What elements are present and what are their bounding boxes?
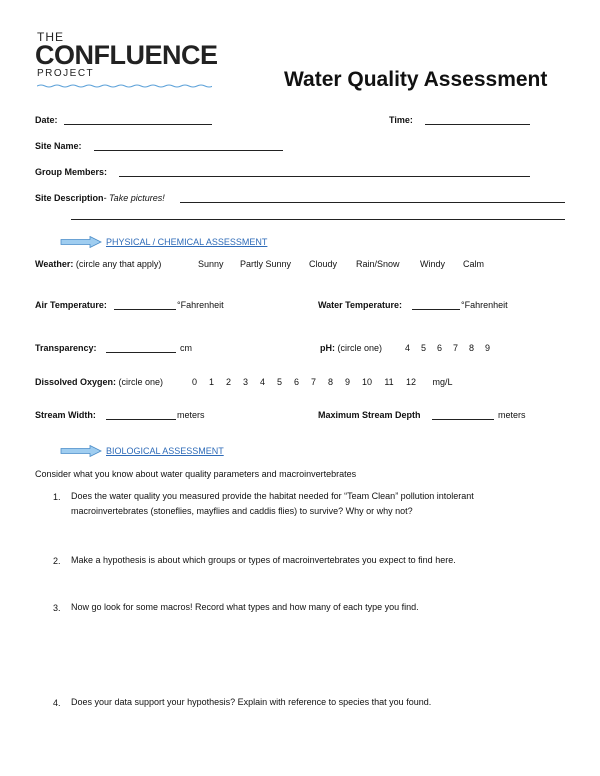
site-name-label: Site Name: [35, 141, 82, 151]
oxygen-option[interactable]: 6 [293, 377, 299, 387]
question-number: 3. [53, 603, 61, 613]
max-depth-field[interactable] [432, 419, 494, 420]
question-text: Make a hypothesis is about which groups or types of macroinvertebrates you expect to find here. [71, 555, 456, 565]
ph-note: (circle one) [337, 343, 383, 353]
time-label: Time: [389, 115, 413, 125]
ph-option[interactable]: 6 [437, 343, 443, 353]
transparency-label: Transparency: [35, 343, 97, 353]
oxygen-option[interactable]: 5 [276, 377, 282, 387]
question-text: Does your data support your hypothesis? Explain with reference to species that you found. [71, 697, 432, 707]
oxygen-option[interactable]: 12 [405, 377, 416, 387]
oxygen-option[interactable]: 10 [361, 377, 372, 387]
air-temp-field[interactable] [114, 309, 176, 310]
oxygen-option[interactable]: 7 [310, 377, 316, 387]
ph-label: pH: [320, 343, 335, 353]
question-number: 2. [53, 556, 61, 566]
oxygen-options [186, 377, 453, 387]
oxygen-option[interactable]: 1 [208, 377, 214, 387]
weather-option-partly-sunny[interactable]: Partly Sunny [240, 259, 292, 269]
ph-row [320, 343, 382, 353]
oxygen-note: (circle one) [118, 377, 164, 387]
weather-option-sunny[interactable]: Sunny [198, 259, 224, 269]
oxygen-option[interactable]: 4 [259, 377, 265, 387]
site-name-field[interactable] [94, 150, 283, 151]
max-depth-label: Maximum Stream Depth [318, 410, 421, 420]
logo-the-text: THE [37, 30, 64, 44]
stream-width-field[interactable] [106, 419, 176, 420]
water-temp-field[interactable] [412, 309, 460, 310]
weather-note: (circle any that apply) [75, 259, 162, 269]
ph-option[interactable]: 5 [421, 343, 427, 353]
question-text: Does the water quality you measured provide the habitat needed for “Team Clean” pollution intolerant macroinvertebrates (stoneflies, mayflies and caddis flies) to survive? Why or why not? [71, 491, 474, 516]
question-number: 1. [53, 492, 61, 502]
transparency-field[interactable] [106, 352, 176, 353]
ph-options [405, 343, 501, 353]
date-label: Date: [35, 115, 58, 125]
site-description-note: - Take pictures! [103, 193, 165, 203]
biological-intro: Consider what you know about water quality parameters and macroinvertebrates [35, 469, 357, 479]
oxygen-unit: mg/L [432, 377, 453, 387]
ph-option[interactable]: 8 [469, 343, 475, 353]
weather-option-cloudy[interactable]: Cloudy [309, 259, 338, 269]
oxygen-option[interactable]: 0 [191, 377, 197, 387]
ph-option[interactable]: 7 [453, 343, 459, 353]
oxygen-row [35, 377, 163, 387]
page-title: Water Quality Assessment [284, 68, 548, 91]
water-temp-label: Water Temperature: [318, 300, 403, 310]
time-field[interactable] [425, 124, 530, 125]
stream-width-unit: meters [177, 410, 205, 420]
date-field[interactable] [64, 124, 212, 125]
ph-option[interactable]: 4 [405, 343, 411, 353]
weather-row [35, 259, 161, 269]
physical-heading: PHYSICAL / CHEMICAL ASSESSMENT [106, 237, 268, 247]
weather-option-rain-snow[interactable]: Rain/Snow [356, 259, 400, 269]
group-members-field[interactable] [119, 176, 530, 177]
air-temp-label: Air Temperature: [35, 300, 107, 310]
oxygen-option[interactable]: 11 [384, 377, 394, 387]
arrow-right-icon [60, 236, 102, 248]
air-temp-unit: °Fahrenheit [177, 300, 224, 310]
site-description-row [35, 193, 165, 203]
weather-option-calm[interactable]: Calm [463, 259, 485, 269]
arrow-right-icon [60, 445, 102, 457]
oxygen-label: Dissolved Oxygen: [35, 377, 117, 387]
water-temp-unit: °Fahrenheit [461, 300, 508, 310]
logo-main-text: CONFLUENCE [35, 40, 218, 70]
weather-option-windy[interactable]: Windy [420, 259, 446, 269]
max-depth-unit: meters [498, 410, 526, 420]
biological-heading: BIOLOGICAL ASSESSMENT [106, 446, 224, 456]
weather-label: Weather: [35, 259, 74, 269]
site-description-field-2[interactable] [71, 219, 565, 220]
oxygen-option[interactable]: 9 [344, 377, 350, 387]
logo-wave-icon [37, 84, 212, 88]
ph-option[interactable]: 9 [485, 343, 491, 353]
oxygen-option[interactable]: 2 [225, 377, 231, 387]
site-description-label: Site Description [35, 193, 104, 203]
logo-project-text: PROJECT [37, 68, 95, 79]
question-text: Now go look for some macros! Record what types and how many of each type you find. [71, 602, 419, 612]
stream-width-label: Stream Width: [35, 410, 96, 420]
question-number: 4. [53, 698, 61, 708]
oxygen-option[interactable]: 8 [327, 377, 333, 387]
group-members-label: Group Members: [35, 167, 108, 177]
oxygen-option[interactable]: 3 [242, 377, 248, 387]
transparency-unit: cm [180, 343, 192, 353]
site-description-field[interactable] [180, 202, 565, 203]
